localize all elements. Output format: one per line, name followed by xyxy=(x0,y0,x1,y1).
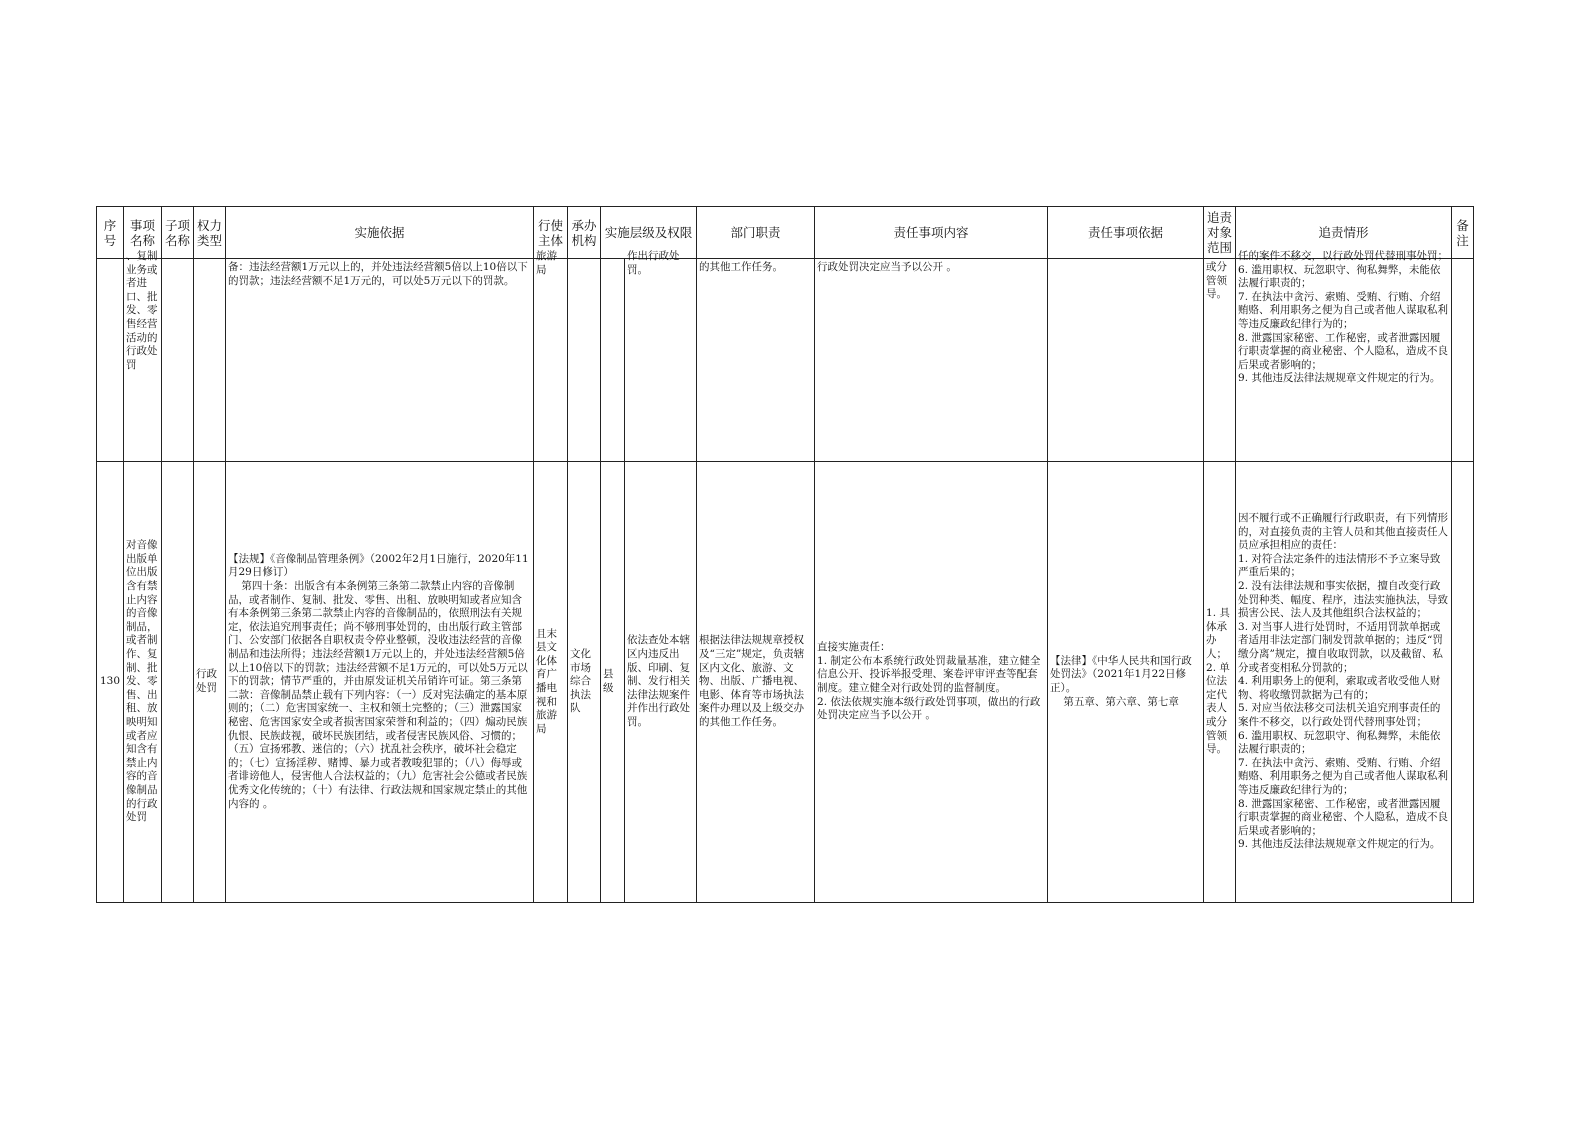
header-basis: 实施依据 xyxy=(226,207,534,259)
cell-handler: 文化市场综合执法队 xyxy=(568,462,601,903)
enforcement-table xyxy=(96,206,1474,903)
cell-sub-item xyxy=(162,462,194,903)
cell-level-a: 县级 xyxy=(601,462,625,903)
cell-item-name: 对音像出版单位出版含有禁止内容的音像制品，或者制作、复制、批发、零售、出租、放映明知或者应知含有禁止内容的音像制品的行政处罚 xyxy=(124,462,162,903)
cell-remark xyxy=(1452,462,1474,903)
header-level: 实施层级及权限 xyxy=(601,207,697,259)
header-duty: 部门职责 xyxy=(697,207,815,259)
cell-subject: 且末县文化体育广播电视和旅游局 xyxy=(534,462,568,903)
cell-handler xyxy=(568,259,601,462)
cell-level-b: 作出行政处罚。 xyxy=(625,259,697,462)
cell-basis: 备：违法经营额1万元以上的，并处违法经营额5倍以上10倍以下的罚款；违法经营额不足1万元的，可以处5万元以下的罚款。 xyxy=(226,259,534,462)
header-sub-item: 子项名称 xyxy=(162,207,194,259)
header-remark: 备注 xyxy=(1452,207,1474,259)
header-resp-basis: 责任事项依据 xyxy=(1048,207,1204,259)
header-subject: 行使主体 xyxy=(534,207,568,259)
cell-power-type: 行政处罚 xyxy=(194,462,226,903)
table-row xyxy=(97,259,1474,462)
cell-power-type xyxy=(194,259,226,462)
cell-situation: 因不履行或不正确履行行政职责，有下列情形的，对直接负责的主管人员和其他直接责任人员应承担相应的责任： 1. 对符合法定条件的违法情形不予立案导致严重后果的； 2. 没有法律法规和事实依据，擅自改变行政处罚种类、幅度、程序，违法实施执法，导致损害公民、法人及其他组织合法权益的； 3. 对当事人进行处罚时，不适用罚款单据或者适用非法定部门制发罚款单据的；违反“罚缴分离”规定，擅自收取罚款，以及截留、私分或者变相私分罚款的； 4. 利用职务上的便利，索取或者收受他人财物、将收缴罚款据为己有的； 5. 对应当依法移交司法机关追究刑事责任的案件不移交，以行政处罚代替刑事处罚； 6. 滥用职权、玩忽职守、徇私舞弊，未能依法履行职责的； 7. 在执法中贪污、索贿、受贿、行贿、介绍贿赂、利用职务之便为自己或者他人谋取私利等违反廉政纪律行为的； 8. 泄露国家秘密、工作秘密，或者泄露因履行职责掌握的商业秘密、个人隐私，造成不良后果或者影响的； 9. 其他违反法律法规规章文件规定的行为。 xyxy=(1236,462,1452,903)
cell-item-name: 、复制业务或者进口、批发、零售经营活动的行政处罚 xyxy=(124,259,162,462)
cell-resp-content: 直接实施责任： 1. 制定公布本系统行政处罚裁量基准，建立健全信息公开、投诉举报受理、案卷评审评查等配套制度。建立健全对行政处罚的监督制度。 2. 依法依规实施本级行政处罚事项，做出的行政处罚决定应当予以公开 。 xyxy=(815,462,1048,903)
cell-subject: 旅游局 xyxy=(534,259,568,462)
header-item-name: 事项名称 xyxy=(124,207,162,259)
header-handler: 承办机构 xyxy=(568,207,601,259)
cell-level-a xyxy=(601,259,625,462)
cell-target: 或分管领导。 xyxy=(1204,259,1236,462)
cell-seq: 130 xyxy=(97,462,124,903)
cell-resp-content: 行政处罚决定应当予以公开 。 xyxy=(815,259,1048,462)
cell-seq xyxy=(97,259,124,462)
cell-situation: 任的案件不移交，以行政处罚代替刑事处罚； 6. 滥用职权、玩忽职守、徇私舞弊，未能依法履行职责的； 7. 在执法中贪污、索贿、受贿、行贿、介绍贿赂、利用职务之便为自己或者他人谋取私利等违反廉政纪律行为的； 8. 泄露国家秘密、工作秘密，或者泄露因履行职责掌握的商业秘密、个人隐私，造成不良后果或者影响的； 9. 其他违反法律法规规章文件规定的行为。 xyxy=(1236,259,1452,462)
header-resp-content: 责任事项内容 xyxy=(815,207,1048,259)
cell-target: 1. 具体承办人； 2. 单位法定代表人或分管领导。 xyxy=(1204,462,1236,903)
cell-level-b: 依法查处本辖区内违反出版、印刷、复制、发行相关法律法规案件并作出行政处罚。 xyxy=(625,462,697,903)
cell-sub-item xyxy=(162,259,194,462)
header-situation: 追责情形 xyxy=(1236,207,1452,259)
header-power-type: 权力类型 xyxy=(194,207,226,259)
header-target: 追责对象范围 xyxy=(1204,207,1236,259)
cell-resp-basis: 【法律】《中华人民共和国行政处罚法》（2021年1月22日修正）。 第五章、第六章、第七章 xyxy=(1048,462,1204,903)
cell-remark xyxy=(1452,259,1474,462)
table-row xyxy=(97,462,1474,903)
cell-duty: 根据法律法规规章授权及“三定”规定，负责辖区内文化、旅游、文物、出版、广播电视、电影、体育等市场执法案件办理以及上级交办的其他工作任务。 xyxy=(697,462,815,903)
header-seq: 序号 xyxy=(97,207,124,259)
cell-duty: 的其他工作任务。 xyxy=(697,259,815,462)
cell-basis: 【法规】《音像制品管理条例》（2002年2月1日施行，2020年11月29日修订） 第四十条：出版含有本条例第三条第二款禁止内容的音像制品，或者制作、复制、批发、零售、出租、放映明知或者应知含有本条例第三条第二款禁止内容的音像制品的，依照刑法有关规定，依法追究刑事责任；尚不够刑事处罚的，由出版行政主管部门、公安部门依据各自职权责令停业整顿，没收违法经营的音像制品和违法所得；违法经营额1万元以上的，并处违法经营额5倍以上10倍以下的罚款；违法经营额不足1万元的，可以处5万元以下的罚款；情节严重的，并由原发证机关吊销许可证。第三条第二款：音像制品禁止载有下列内容：（一）反对宪法确定的基本原则的；（二）危害国家统一、主权和领土完整的；（三）泄露国家秘密、危害国家安全或者损害国家荣誉和利益的；（四）煽动民族仇恨、民族歧视，破坏民族团结，或者侵害民族风俗、习惯的；（五）宣扬邪教、迷信的；（六）扰乱社会秩序，破坏社会稳定的；（七）宣扬淫秽、赌博、暴力或者教唆犯罪的；（八）侮辱或者诽谤他人，侵害他人合法权益的；（九）危害社会公德或者民族优秀文化传统的；（十）有法律、行政法规和国家规定禁止的其他内容的 。 xyxy=(226,462,534,903)
cell-resp-basis xyxy=(1048,259,1204,462)
